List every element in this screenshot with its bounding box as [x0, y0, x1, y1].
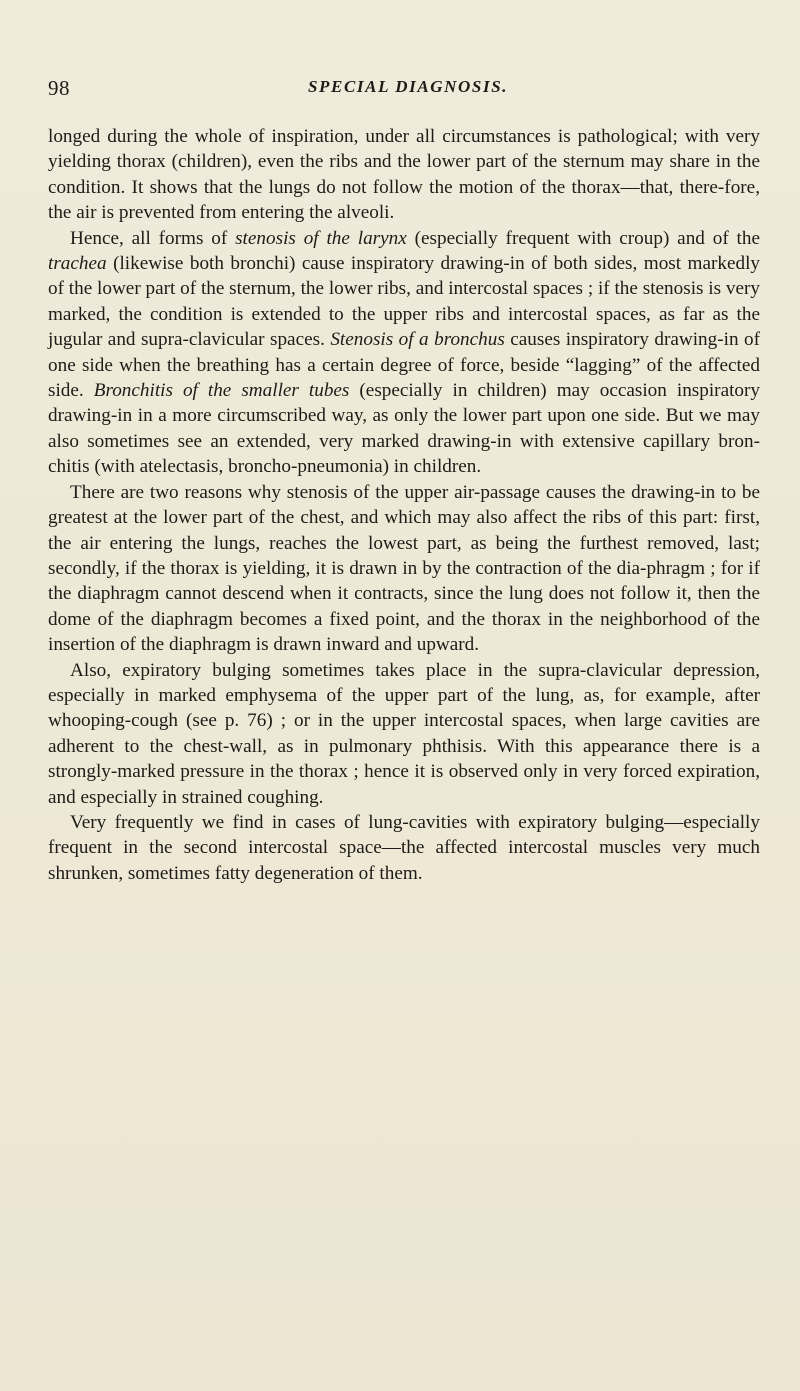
paragraph-text: (especially in children) may occasion inspiratory drawing-in in a more circumscribed way, as only the lower part upon one side. But we may also sometimes see an extended, very marked drawing-in with extensive capillary bron-chitis (with atelectasis, broncho-pneumonia) in children. — [48, 380, 760, 478]
running-head: SPECIAL DIAGNOSIS. — [308, 77, 509, 96]
paragraph-4 — [48, 658, 760, 810]
italic-term: Bronchitis of the smaller tubes — [93, 380, 350, 402]
paragraph-text: (likewise both bronchi) cause inspiratory drawing-in of both sides, most markedly of the lower part of the sternum, the lower ribs, and intercostal spaces ; if the stenosis is very marked, the condition is extended to the upper ribs and intercostal spaces, as far as the jugular and supra-clavicular spaces. — [48, 253, 760, 351]
paragraph-text: longed during the whole of inspiration, under all circumstances is pathological; with very yielding thorax (children), even the ribs and the lower part of the sternum may share in the condition. It shows that the lungs do not follow the motion of the thorax—that, there-fore, the air is prevented from entering the alveoli. — [48, 126, 760, 224]
page-number: 98 — [48, 76, 70, 100]
paragraph-text: There are two reasons why stenosis of the upper air-passage causes the drawing-in to be greatest at the lower part of the chest, and which may also affect the ribs of this part: first, the air entering the lungs, reaches the lowest part, as being the furthest removed, last; secondly, if the thorax is yielding, it is drawn in by the contraction of the dia-phragm ; for if the diaphragm cannot descend when it contracts, since the lung does not follow it, then the dome of the diaphragm becomes a fixed point, and the thorax in the neighborhood of the insertion of the diaphragm is drawn inward and upward. — [48, 481, 760, 656]
body-text — [48, 124, 760, 886]
paragraph-5 — [48, 810, 760, 886]
paragraph-text: causes inspiratory drawing-in of one side when the breathing has a certain degree of force, beside “lagging” of the affected side. — [48, 329, 760, 402]
page-header — [48, 76, 760, 100]
paragraph-text: Also, expiratory bulging sometimes takes place in the supra-clavicular depression, especially in marked emphysema of the upper part of the lung, as, for example, after whooping-cough (see p. 76) ; or in the upper intercostal spaces, when large cavities are adherent to the chest-wall, as in pulmonary phthisis. With this appearance there is a strongly-marked pressure in the thorax ; hence it is observed only in very forced expiration, and especially in strained coughing. — [48, 659, 760, 808]
paragraph-3 — [48, 480, 760, 658]
italic-term: trachea — [48, 253, 107, 275]
paragraph-1 — [48, 124, 760, 226]
paragraph-text: Hence, all forms of — [70, 227, 236, 249]
paragraph-text: (especially frequent with croup) and of the — [406, 227, 760, 249]
paragraph-text: Very frequently we find in cases of lung-cavities with expiratory bulging—especially frequent in the second intercostal space—the affected intercostal muscles very much shrunken, sometimes fatty degeneration of them. — [48, 811, 760, 884]
italic-term: Stenosis of a bronchus — [330, 329, 505, 351]
paragraph-2 — [48, 226, 760, 480]
italic-term: stenosis of the larynx — [235, 227, 407, 249]
